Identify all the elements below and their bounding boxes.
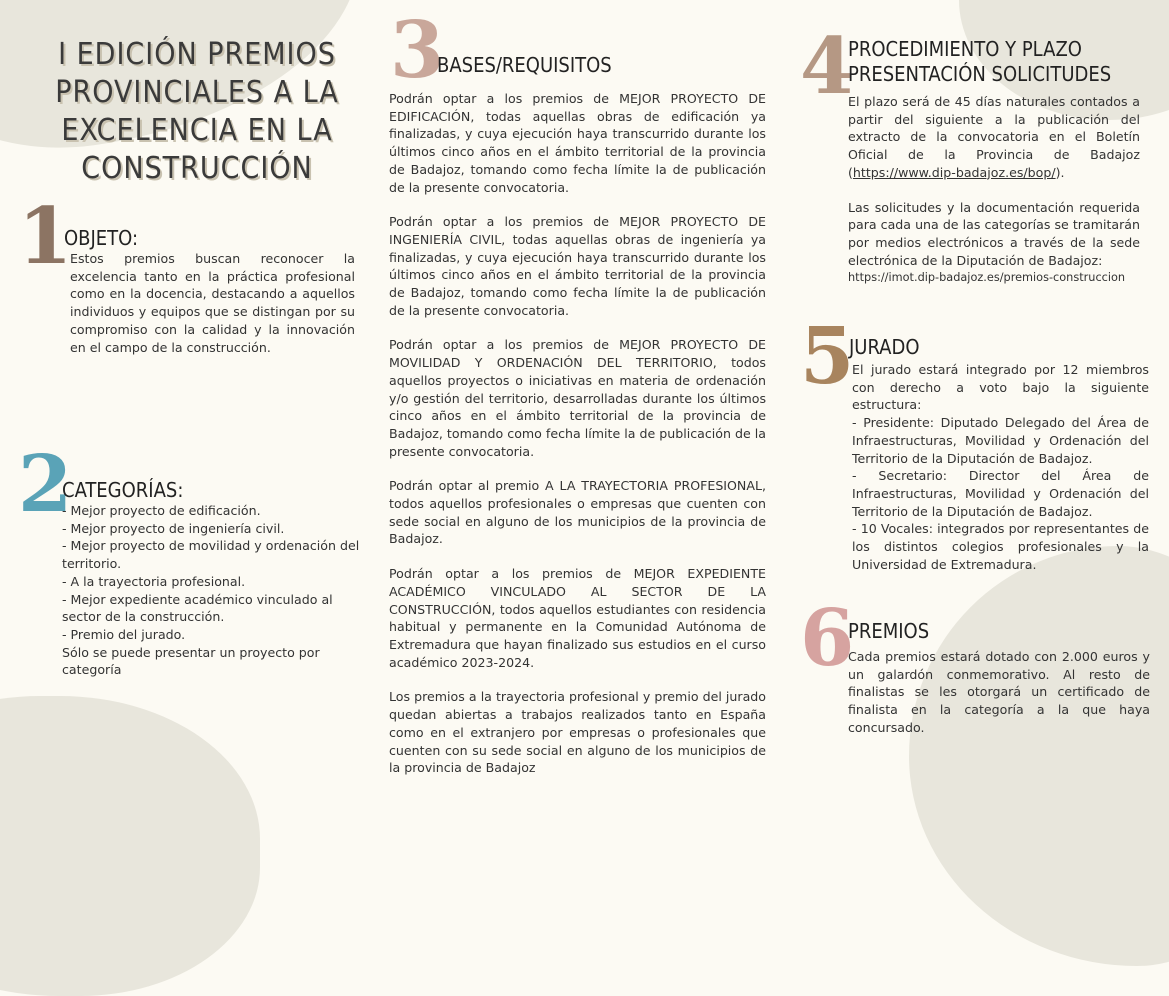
objeto-text: Estos premios buscan reconocer la excelencia tanto en la práctica profesional como en la docencia, destacando a aquellos individuos y equipos que se distingan por su compromiso con la calidad y la innovación en el campo de la construcción. (70, 251, 355, 355)
section-number-3: 3 (390, 5, 445, 96)
procedimiento-heading (848, 37, 1111, 87)
premios-text: Cada premios estará dotado con 2.000 euros y un galardón conmemorativo. Al resto de finalistas se les otorgará un certificado de finalista en la categoría a la que haya concursado. (848, 649, 1150, 735)
objeto-heading: OBJETO: (64, 226, 139, 250)
procedimiento-heading-line1: PROCEDIMIENTO Y PLAZO (848, 37, 1082, 61)
procedimiento-heading-line2: PRESENTACIÓN SOLICITUDES (848, 62, 1112, 86)
jurado-vocales: - 10 Vocales: integrados por representantes de los distintos colegios profesionales y la Universidad de Extremadura. (852, 521, 1149, 572)
section-number-4: 4 (800, 21, 855, 112)
list-item: - A la trayectoria profesional. (62, 573, 246, 589)
list-item: - Mejor proyecto de movilidad y ordenación del territorio. (62, 538, 360, 572)
categorias-heading: CATEGORÍAS: (62, 478, 184, 502)
list-item: - Premio del jurado. (62, 626, 186, 642)
categorias-note: Sólo se puede presentar un proyecto por categoría (62, 644, 320, 678)
list-item: - Mejor proyecto de edificación. (62, 503, 261, 518)
procedimiento-p1: El plazo será de 45 días naturales contados a partir del siguiente a la publicación del extracto de la convocatoria en el Boletín Oficial de la Provincia de Badajoz (https://www.dip-badajoz.es/bop/). (848, 94, 1140, 180)
bases-paragraph: Podrán optar a los premios de MEJOR PROYECTO DE MOVILIDAD Y ORDENACIÓN DEL TERRITORIO, todos aquellos proyectos o iniciativas en materia de ordenación y/o gestión del territorio, desarrolladas durante los últimos cinco años en el ámbito territorial de la provincia de Badajoz, tomando como fecha límite la de publicación de la presente convocatoria. (389, 337, 766, 459)
jurado-presidente: - Presidente: Diputado Delegado del Área de Infraestructuras, Movilidad y Ordenación del Territorio de la Diputación de Badajoz. (852, 415, 1149, 466)
decorative-blob (0, 696, 260, 996)
sede-link[interactable]: https://imot.dip-badajoz.es/premios-construccion (848, 271, 1126, 285)
section-number-6: 6 (800, 593, 855, 684)
procedimiento-text (848, 93, 1140, 287)
jurado-intro: El jurado estará integrado por 12 miembros con derecho a voto bajo la siguiente estructura: (852, 362, 1149, 413)
section-number-5: 5 (800, 311, 855, 402)
bop-link[interactable]: https://www.dip-badajoz.es/bop/ (852, 164, 1056, 180)
decorative-blob (909, 546, 1169, 966)
jurado-secretario: - Secretario: Director del Área de Infraestructuras, Movilidad y Ordenación del Territorio de la Diputación de Badajoz. (852, 468, 1149, 519)
bases-paragraph: Podrán optar a los premios de MEJOR PROYECTO DE INGENIERÍA CIVIL, todas aquellas obras de ingeniería ya finalizadas, y cuya ejecución haya transcurrido durante los últimos cinco años en el ámbito territorial de la provincia de Badajoz, tomando como fecha límite la de publicación de la presente convocatoria. (389, 214, 766, 318)
jurado-text (852, 361, 1149, 573)
section-number-2: 2 (18, 439, 73, 530)
bases-text (389, 90, 766, 777)
bases-heading: BASES/REQUISITOS (437, 53, 612, 77)
categorias-list (62, 502, 367, 679)
bases-paragraph: Podrán optar a los premios de MEJOR EXPEDIENTE ACADÉMICO VINCULADO AL SECTOR DE LA CONSTRUCCIÓN, todos aquellos estudiantes con residencia habitual y permanente en la Comunidad Autónoma de Extremadura que hayan finalizado sus estudios en el curso académico 2023-2024. (389, 566, 766, 670)
list-item: - Mejor proyecto de ingeniería civil. (62, 520, 285, 536)
bases-paragraph: Los premios a la trayectoria profesional y premio del jurado quedan abiertas a trabajos realizados tanto en España como en el extranjero por empresas o profesionales que cuenten con su sede social en alguno de los municipios de la provincia de Badajoz (389, 689, 766, 776)
premios-heading: PREMIOS (848, 619, 930, 643)
section-number-1: 1 (18, 191, 73, 282)
procedimiento-p2: Las solicitudes y la documentación requerida para cada una de las categorías se tramitarán por medios electrónicos a través de la sede electrónica de la Diputación de Badajoz: (848, 199, 1140, 268)
bases-paragraph: Podrán optar al premio A LA TRAYECTORIA PROFESIONAL, todos aquellos profesionales o empresas que cuenten con sede social en alguno de los municipios de la provincia de Badajoz. (389, 478, 766, 547)
list-item: - Mejor expediente académico vinculado al sector de la construcción. (62, 591, 333, 625)
page-title: I EDICIÓN PREMIOS PROVINCIALES A LA EXCELENCIA EN LA CONSTRUCCIÓN (55, 37, 339, 186)
bases-paragraph: Podrán optar a los premios de MEJOR PROYECTO DE EDIFICACIÓN, todas aquellas obras de edificación ya finalizadas, y cuya ejecución haya transcurrido durante los últimos cinco años en el ámbito territorial de la provincia de Badajoz, tomando como fecha límite la de publicación de la presente convocatoria. (389, 91, 766, 195)
jurado-heading: JURADO (849, 335, 920, 359)
